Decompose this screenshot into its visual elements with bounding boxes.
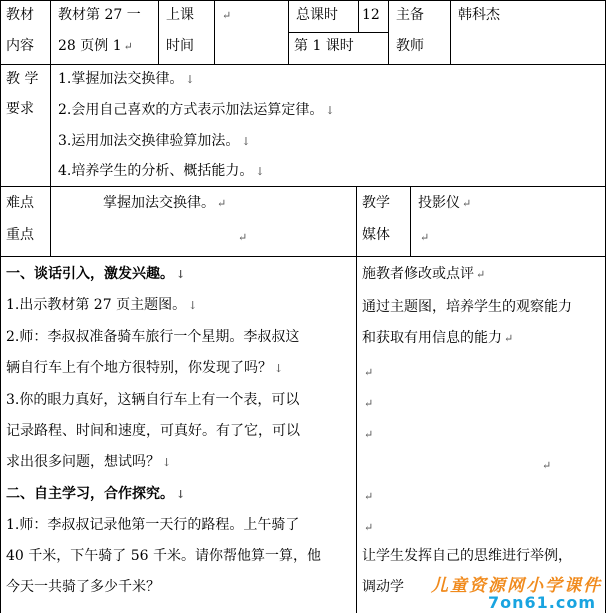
side-note-line: 调动学	[362, 579, 404, 595]
lesson-line: 40 千米，下午骑了 56 千米。请你帮他算一算，他	[6, 548, 321, 564]
side-empty-mark: ↵	[542, 459, 552, 472]
header-col-2-divider	[158, 0, 159, 64]
lesson-line: 1.出示教材第 27 页主题图。 ↓	[6, 297, 198, 313]
side-note-line: 通过主题图，培养学生的观察能力	[362, 299, 572, 315]
section-heading: 二、自主学习，合作探究。 ↓	[6, 486, 186, 502]
class-time-label-line-1: 上课	[166, 7, 194, 23]
media-label-line-1: 教学	[362, 195, 390, 211]
side-empty-mark: ↵	[364, 366, 374, 379]
side-empty-mark: ↵	[364, 397, 374, 410]
side-note-line: 让学生发挥自己的思维进行举例，	[362, 548, 572, 564]
header-col-6-divider	[388, 0, 389, 64]
keypoints-content: 掌握加法交换律。 ↵	[103, 195, 227, 211]
side-empty-mark: ↵	[364, 521, 374, 534]
media-empty-mark: ↵	[420, 231, 430, 244]
side-empty-mark: ↵	[364, 428, 374, 441]
keypoints-empty-mark: ↵	[238, 231, 248, 244]
header-col-4-divider	[288, 0, 289, 64]
header-col-1-divider	[50, 0, 51, 256]
lesson-line: 3.你的眼力真好，这辆自行车上有一个表，可以	[6, 392, 300, 408]
lesson-line: 2.师：李叔叔准备骑车旅行一个星期。李叔叔这	[6, 329, 300, 345]
media-value: 投影仪 ↵	[418, 195, 472, 211]
material-label-line-2: 内容	[6, 38, 34, 54]
class-time-value-mark: ↵	[222, 9, 232, 22]
keypoints-media-left-divider	[356, 186, 357, 613]
keypoints-label-line-1: 难点	[6, 195, 34, 211]
requirements-label-line-2: 要求	[6, 101, 34, 117]
total-lessons-label: 总课时	[296, 7, 338, 23]
media-label-line-2: 媒体	[362, 227, 390, 243]
total-lessons-value: 12	[362, 7, 380, 23]
lesson-line: 辆自行车上有个地方很特别，你发现了吗？ ↓	[6, 360, 284, 376]
requirements-label-line-1: 教 学	[6, 71, 39, 87]
header-col-7-divider	[450, 0, 451, 64]
requirements-row-bottom-border	[0, 186, 606, 187]
host-teacher-name: 韩科杰	[458, 7, 500, 23]
watermark-title: 儿童资源网小学课件	[431, 576, 602, 595]
class-time-label-line-2: 时间	[166, 38, 194, 54]
material-content-line-2: 28 页例 1 ↵	[58, 38, 133, 54]
lesson-line: 1.师：李叔叔记录他第一天行的路程。上午骑了	[6, 517, 300, 533]
keypoints-media-right-divider	[410, 186, 411, 256]
requirement-item: 3.运用加法交换律验算加法。 ↓	[58, 133, 251, 149]
watermark-site: 7on61.com	[487, 593, 596, 612]
keypoints-row-bottom-border	[0, 256, 606, 257]
lesson-line: 今天一共骑了多少千米？	[6, 579, 160, 595]
material-label-line-1: 教材	[6, 7, 34, 23]
lesson-line: 记录路程、时间和速度，可真好。有了它，可以	[6, 423, 300, 439]
keypoints-label-line-2: 重点	[6, 227, 34, 243]
requirement-item: 1.掌握加法交换律。 ↓	[58, 71, 195, 87]
host-teacher-label-line-2: 教师	[396, 38, 424, 54]
lesson-line: 求出很多问题，想试吗？ ↓	[6, 454, 172, 470]
table-top-border	[0, 0, 606, 1]
header-row-bottom-border	[0, 64, 606, 65]
side-empty-mark: ↵	[364, 490, 374, 503]
lesson-number: 第 1 课时	[294, 38, 354, 54]
requirement-item: 2.会用自己喜欢的方式表示加法运算定律。 ↓	[58, 102, 335, 118]
host-teacher-label-line-1: 主备	[396, 7, 424, 23]
requirement-item: 4.培养学生的分析、概括能力。 ↓	[58, 163, 265, 179]
header-col-3-divider	[214, 0, 215, 64]
header-middle-divider	[288, 32, 388, 33]
section-heading: 一、谈话引入，激发兴趣。 ↓	[6, 266, 186, 282]
table-left-border	[0, 0, 1, 613]
material-content-line-1: 教材第 27 一	[58, 7, 141, 23]
side-note-line: 和获取有用信息的能力 ↵	[362, 330, 514, 346]
header-col-5-divider	[358, 0, 359, 32]
site-watermark-logo	[388, 571, 602, 611]
side-heading: 施教者修改或点评 ↵	[362, 266, 486, 282]
